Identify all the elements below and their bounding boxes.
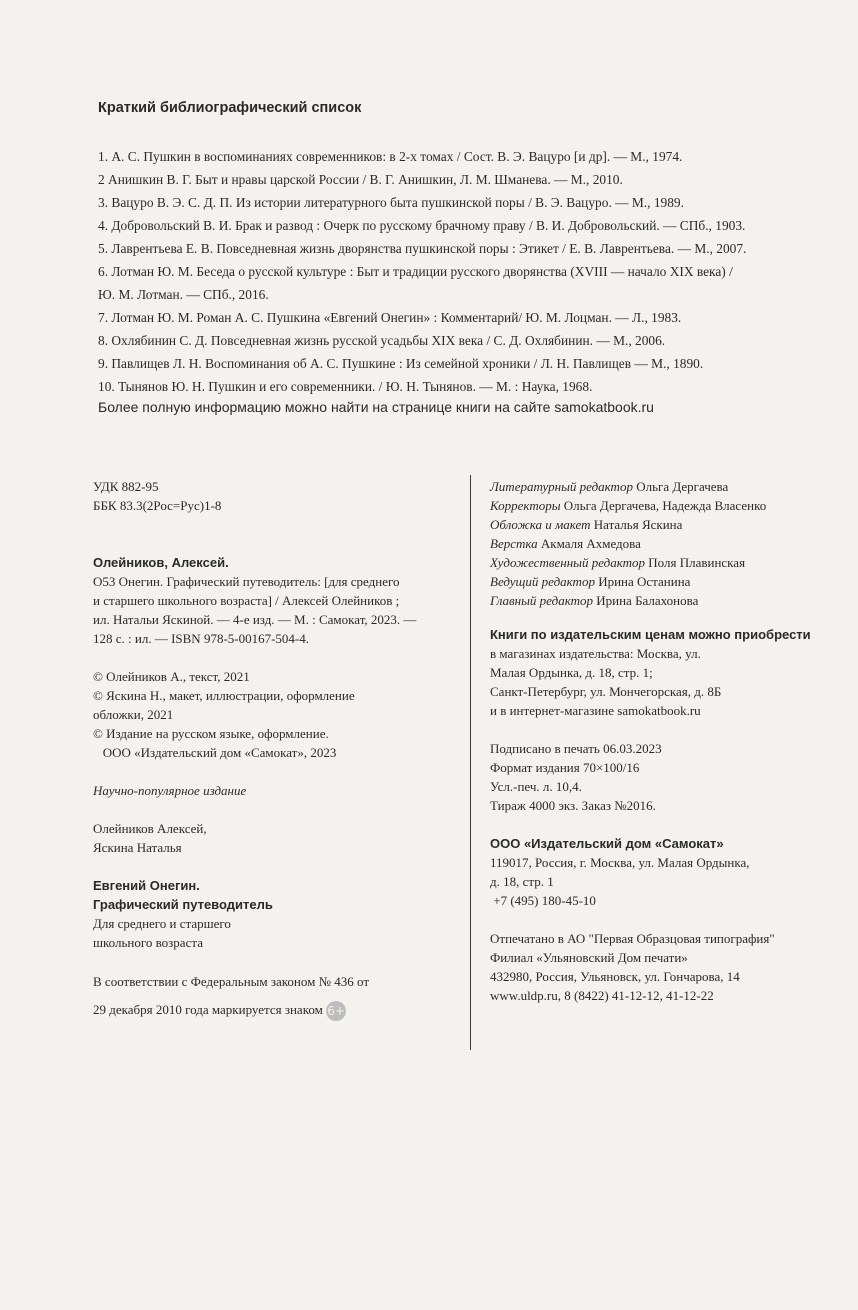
purchase-line: Санкт-Петербург, ул. Мончегорская, д. 8Б — [490, 684, 722, 699]
staff-role: Литературный редактор — [490, 479, 633, 494]
copyright-line: обложки, 2021 — [93, 707, 174, 722]
author-heading: Олейников, Алексей. — [93, 555, 229, 570]
more-info-note: Более полную информацию можно найти на странице книги на сайте samokatbook.ru — [98, 399, 654, 415]
bibliography-item: 7. Лотман Ю. М. Роман А. С. Пушкина «Евгений Онегин» : Комментарий/ Ю. М. Лоцман. — Л., 1983. — [98, 310, 682, 325]
bibliography-item: 10. Тынянов Ю. Н. Пушкин и его современники. / Ю. Н. Тынянов. — М. : Наука, 1968. — [98, 379, 593, 394]
printer-line: www.uldp.ru, 8 (8422) 41-12-12, 41-12-22 — [490, 988, 714, 1003]
bibliography-item: 8. Охлябинин С. Д. Повседневная жизнь русской усадьбы XIX века / С. Д. Охлябинин. — М., 2006. — [98, 333, 666, 348]
staff-line — [490, 534, 850, 553]
staff-role: Верстка — [490, 536, 538, 551]
print-info-line: Формат издания 70×100/16 — [490, 760, 640, 775]
bibliography-item: 3. Вацуро В. Э. С. Д. П. Из истории литературного быта пушкинской поры / В. Э. Вацуро. — М., 1989. — [98, 195, 684, 210]
printer-line: Отпечатано в АО "Первая Образцовая типография" — [490, 931, 775, 946]
staff-role: Главный редактор — [490, 593, 593, 608]
staff-line — [490, 553, 850, 572]
bibliography-item: 5. Лаврентьева Е. В. Повседневная жизнь дворянства пушкинской поры : Этикет / Е. В. Лаврентьева. — М., 2007. — [98, 241, 747, 256]
audience-line: Для среднего и старшего — [93, 916, 231, 931]
staff-name: Наталья Яскина — [593, 517, 683, 532]
print-info-line: Усл.-печ. л. 10,4. — [490, 779, 582, 794]
staff-role: Обложка и макет — [490, 517, 591, 532]
staff-line — [490, 515, 850, 534]
bibliography-item: 2 Анишкин В. Г. Быт и нравы царской России / В. Г. Анишкин, Л. М. Шманева. — М., 2010. — [98, 172, 623, 187]
law-marking — [93, 997, 453, 1023]
copyright-line: ООО «Издательский дом «Самокат», 2023 — [93, 745, 337, 760]
author-name: Олейников Алексей, — [93, 821, 207, 836]
copyright-line: © Олейников А., текст, 2021 — [93, 669, 250, 684]
publisher-address: 119017, Россия, г. Москва, ул. Малая Ордынка, — [490, 855, 750, 870]
staff-role: Ведущий редактор — [490, 574, 595, 589]
bibliography-item: 6. Лотман Ю. М. Беседа о русской культуре : Быт и традиции русского дворянства (XVIII — начало XIX века) / — [98, 264, 733, 279]
publisher-heading: ООО «Издательский дом «Самокат» — [490, 836, 724, 851]
catalog-line: О53 Онегин. Графический путеводитель: [для среднего — [93, 574, 400, 589]
purchase-line: и в интернет-магазине samokatbook.ru — [490, 703, 701, 718]
bibliography-item: 4. Добровольский В. И. Брак и развод : Очерк по русскому брачному праву / В. И. Добровольский. — СПб., 1903. — [98, 218, 746, 233]
catalog-line: и старшего школьного возраста] / Алексей Олейников ; — [93, 593, 400, 608]
age-rating-icon: 6+ — [326, 1001, 346, 1021]
staff-name: Поля Плавинская — [648, 555, 746, 570]
publisher-phone: +7 (495) 180-45-10 — [490, 893, 596, 908]
author-name: Яскина Наталья — [93, 840, 182, 855]
purchase-line: Малая Ордынка, д. 18, стр. 1; — [490, 665, 653, 680]
staff-name: Ирина Останина — [598, 574, 691, 589]
staff-line — [490, 591, 850, 610]
staff-line — [490, 496, 850, 515]
purchase-heading: Книги по издательским ценам можно приобрести — [490, 627, 811, 642]
book-title: Евгений Онегин. — [93, 878, 200, 893]
staff-role: Корректоры — [490, 498, 561, 513]
purchase-line: в магазинах издательства: Москва, ул. — [490, 646, 701, 661]
law-line: 29 декабря 2010 года маркируется знаком — [93, 1002, 323, 1017]
staff-name: Акмаля Ахмедова — [540, 536, 641, 551]
copyright-line: © Яскина Н., макет, иллюстрации, оформление — [93, 688, 355, 703]
printer-line: 432980, Россия, Ульяновск, ул. Гончарова, 14 — [490, 969, 740, 984]
publisher-address: д. 18, стр. 1 — [490, 874, 554, 889]
staff-role: Художественный редактор — [490, 555, 646, 570]
staff-line — [490, 477, 850, 496]
udk-code: УДК 882-95 — [93, 479, 159, 494]
column-divider — [470, 475, 471, 1050]
bibliography-item: 1. А. С. Пушкин в воспоминаниях современников: в 2-х томах / Сост. В. Э. Вацуро [и др]. — М., 1974. — [98, 149, 683, 164]
print-info-line: Тираж 4000 экз. Заказ №2016. — [490, 798, 656, 813]
catalog-line: ил. Натальи Яскиной. — 4-е изд. — М. : Самокат, 2023. — — [93, 612, 417, 627]
print-info-line: Подписано в печать 06.03.2023 — [490, 741, 662, 756]
staff-name: Ольга Дергачева — [636, 479, 729, 494]
imprint-right-column — [490, 477, 850, 1005]
copyright-line: © Издание на русском языке, оформление. — [93, 726, 329, 741]
law-line: В соответствии с Федеральным законом № 436 от — [93, 974, 370, 989]
staff-line — [490, 572, 850, 591]
audience-line: школьного возраста — [93, 935, 203, 950]
bibliography-item: 9. Павлищев Л. Н. Воспоминания об А. С. Пушкине : Из семейной хроники / Л. Н. Павлищев — М., 1890. — [98, 356, 704, 371]
catalog-line: 128 с. : ил. — ISBN 978-5-00167-504-4. — [93, 631, 310, 646]
bibliography-list — [98, 145, 818, 398]
bibliography-title: Краткий библиографический список — [98, 100, 362, 116]
bibliography-item-continuation: Ю. М. Лотман. — СПб., 2016. — [98, 287, 269, 302]
book-subtitle: Графический путеводитель — [93, 897, 273, 912]
bbk-code: ББК 83.3(2Рос=Рус)1-8 — [93, 498, 222, 513]
edition-type: Научно-популярное издание — [93, 783, 247, 798]
staff-name: Ирина Балахонова — [596, 593, 699, 608]
printer-line: Филиал «Ульяновский Дом печати» — [490, 950, 688, 965]
imprint-left-column — [93, 477, 453, 1023]
staff-name: Ольга Дергачева, Надежда Власенко — [563, 498, 767, 513]
